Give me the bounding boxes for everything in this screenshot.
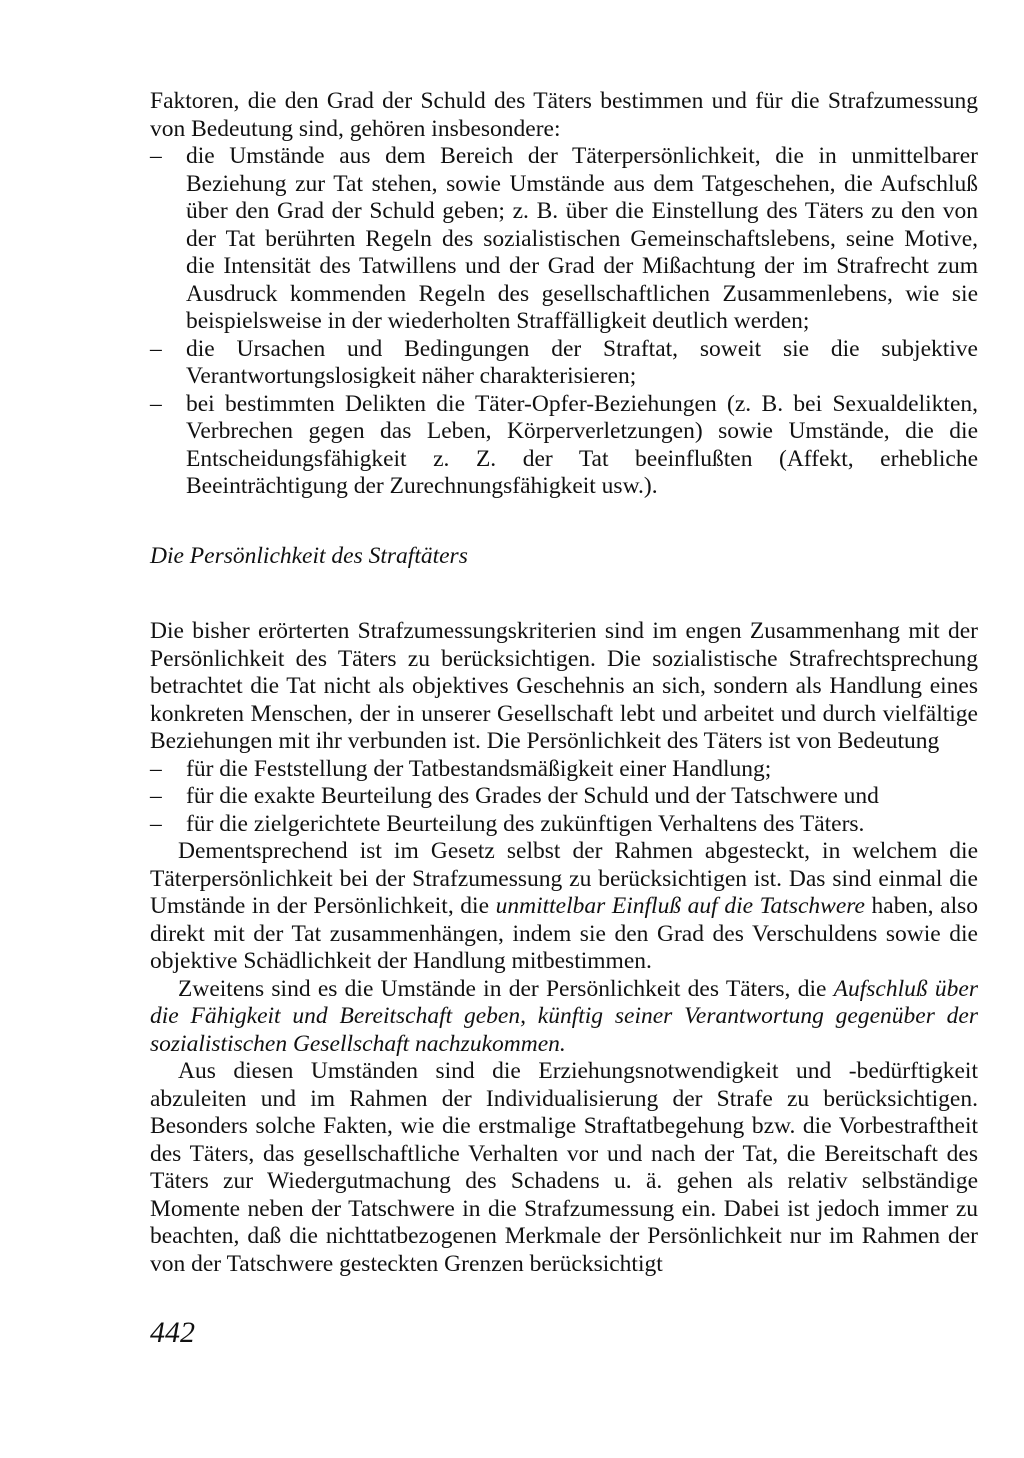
section-heading: Die Persönlichkeit des Straftäters: [150, 542, 468, 569]
paragraph: [150, 838, 978, 976]
list-item: – bei bestimmten Delikten die Täter-Opfer-Beziehungen (z. B. bei Sexualdelikten, Verbrechen gegen das Leben, Körperverletzungen) sowie Umstände, die die Entscheidungsfähigkeit z. Z. der Tat beeinflußten (Affekt, erhebliche Beeinträchtigung der Zurechnungsfähigkeit usw.).: [150, 391, 978, 501]
emphasis-text: unmittelbar Einfluß auf die Tatschwere: [495, 893, 865, 919]
list-item: – die Umstände aus dem Bereich der Täterpersönlichkeit, die in unmittelbarer Beziehung zur Tat stehen, sowie Umstände aus dem Tatgeschehen, die Aufschluß über den Grad der Schuld geben; z. B. über die Einstellung des Täters zu den von der Tat berührten Regeln des sozialistischen Gemeinschaftslebens, seine Motive, die Intensität des Tatwillens und der Grad der Mißachtung der im Strafrecht zum Ausdruck kommenden Regeln des gesellschaftlichen Zusammenlebens, wie sie beispielsweise in der wiederholten Straffälligkeit deutlich werden;: [150, 143, 978, 336]
page-number: 442: [150, 1316, 195, 1349]
factor-list: [150, 143, 978, 501]
paragraph: [150, 976, 978, 1059]
paragraph: Aus diesen Umständen sind die Erziehungsnotwendigkeit und -bedürftigkeit abzuleiten und im Rahmen der Individualisierung der Strafe zu berücksichtigen. Besonders solche Fakten, wie die erstmalige Straftatbegehung bzw. die Vorbestraftheit des Täters, das gesellschaftliche Verhalten vor und nach der Tat, die Bereitschaft des Täters zur Wiedergutmachung des Schadens u. ä. gehen als relativ selbständige Momente neben der Tatschwere in die Strafzumessung ein. Dabei ist jedoch immer zu beachten, daß die nichttatbezogenen Merkmale der Persönlichkeit nur im Rahmen der von der Tatschwere gesteckten Grenzen berücksichtigt: [150, 1058, 978, 1277]
emphasis-text: Aufschluß über die Fähigkeit und Bereitschaft geben, künftig seiner Verantwortung gegenüber der sozialistischen Gesellschaft nachzukommen.: [150, 975, 978, 1057]
list-item: – die Ursachen und Bedingungen der Straftat, soweit sie die subjektive Verantwortungslosigkeit näher charakterisieren;: [150, 336, 978, 391]
paragraph-text: haben, also direkt mit der Tat zusammenhängen, indem sie den Grad des Verschuldens sowie die objektive Schädlichkeit der Handlung mitbestimmen.: [150, 893, 978, 974]
paragraph-text: Zweitens sind es die Umstände in der Persönlichkeit des Täters, die: [178, 975, 834, 1002]
page-body: [150, 88, 978, 1278]
significance-list: [150, 756, 978, 839]
paragraph: Die bisher erörterten Strafzumessungskriterien sind im engen Zusammenhang mit der Persönlichkeit des Täters zu berücksichtigen. Die sozialistische Strafrechtsprechung betrachtet die Tat nicht als objektives Geschehnis an sich, sondern als Handlung eines konkreten Menschen, der in unserer Gesellschaft lebt und arbeitet und durch vielfältige Beziehungen mit ihr verbunden ist. Die Persönlichkeit des Täters ist von Bedeutung: [150, 618, 978, 754]
paragraph-text: Dementsprechend ist im Gesetz selbst der Rahmen abgesteckt, in welchem die Täterpersönlichkeit bei der Strafzumessung zu berücksichtigen ist. Das sind einmal die Umstände in der Persönlichkeit, die: [150, 838, 978, 919]
intro-paragraph: Faktoren, die den Grad der Schuld des Täters bestimmen und für die Strafzumessung von Bedeutung sind, gehören insbesondere:: [150, 88, 978, 142]
list-item: – für die exakte Beurteilung des Grades der Schuld und der Tatschwere und: [150, 783, 978, 811]
list-item: – für die Feststellung der Tatbestandsmäßigkeit einer Handlung;: [150, 756, 978, 784]
list-item: – für die zielgerichtete Beurteilung des zukünftigen Verhaltens des Täters.: [150, 811, 978, 839]
